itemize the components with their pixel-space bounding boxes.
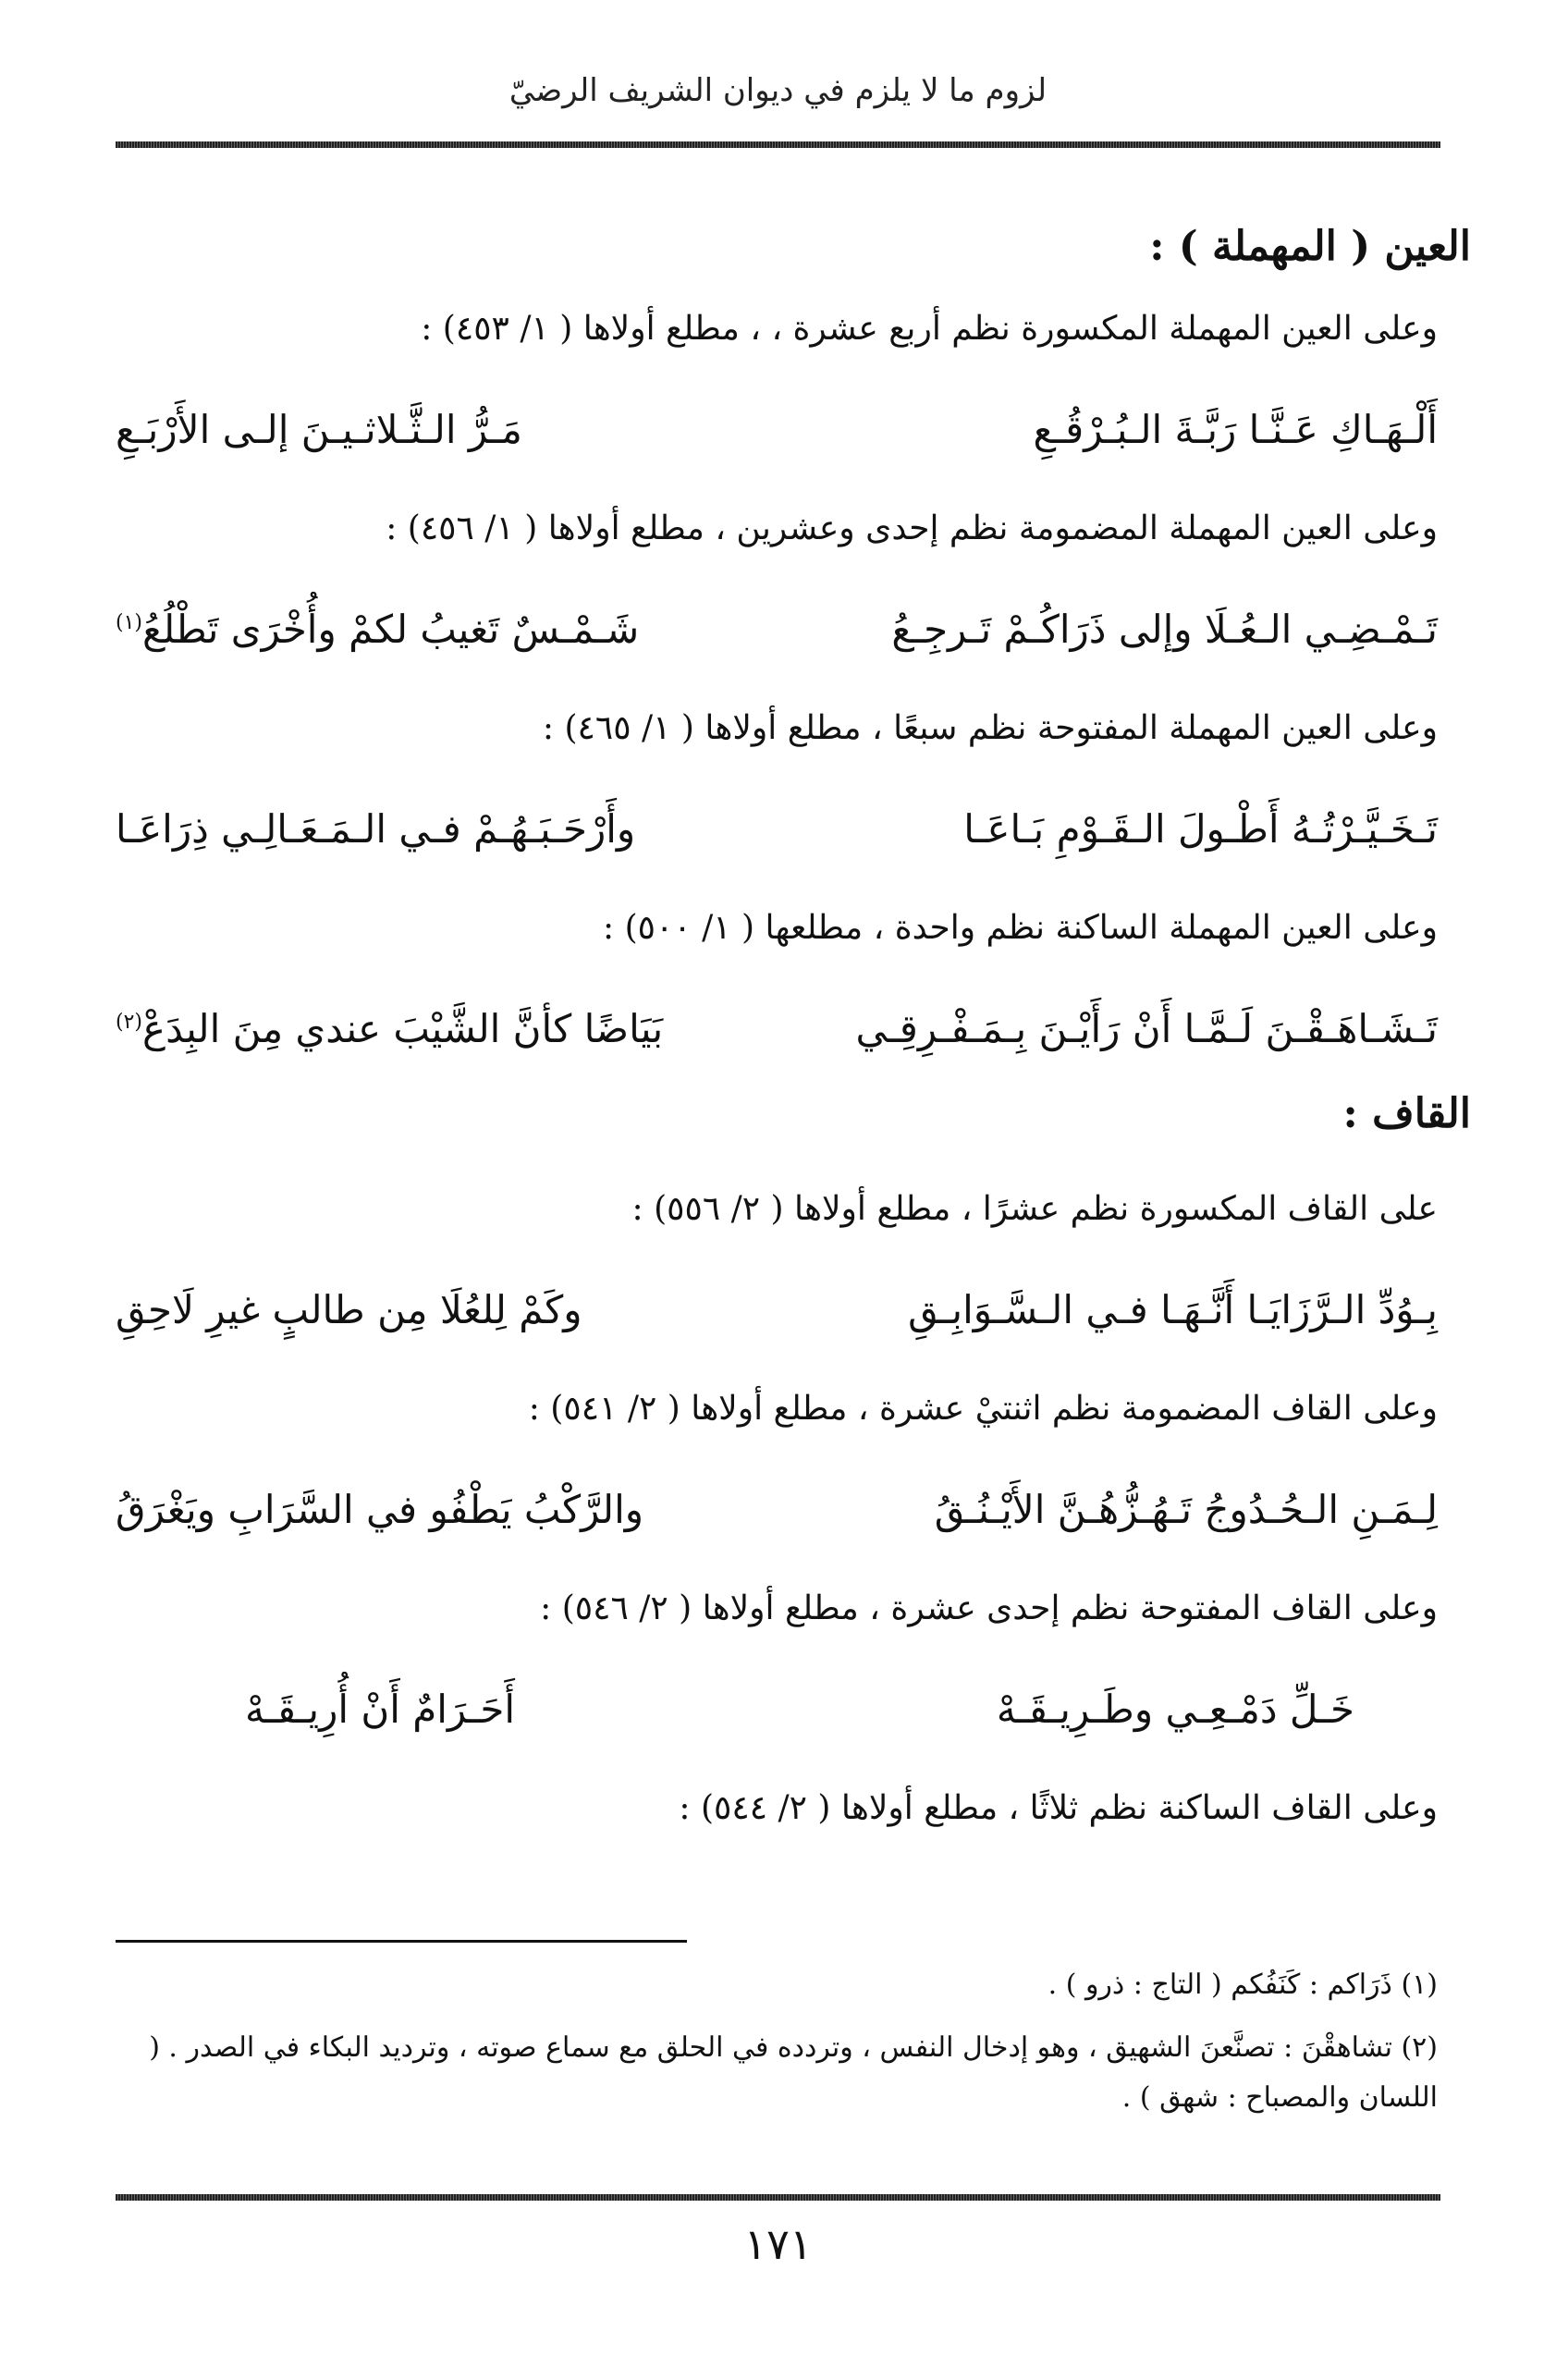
second-hemistich: [116, 1006, 663, 1051]
footnote-2: (٢) تشاهقْنَ : تصنَّعنَ الشهيق ، وهو إدخال النفس ، وتردده في الحلق مع سماع صوته ، وترديد البكاء في الصدر . ( اللسان والمصباح : شهق ) .: [149, 2031, 1438, 2114]
footnotes: [116, 1958, 1438, 2123]
verse-line: [116, 1257, 1438, 1361]
first-hemistich: أَلْـهَـاكِ عَـنَّـا رَبَّـةَ الـبُـرْقُـعِ: [1033, 406, 1438, 452]
running-head: لزوم ما لا يلزم في ديوان الشريف الرضيّ: [508, 72, 1048, 109]
verse-line: [116, 1457, 1438, 1561]
second-hemistich-text: بَيَاضًا كأنَّ الشَّيْبَ عندي مِنَ البِدَعْ: [142, 1005, 664, 1051]
header-rule: [116, 141, 1440, 148]
entry-intro: وعلى القاف المضمومة نظم اثنتيْ عشرة ، مطلع أولاها ( ٢/ ٥٤١) :: [528, 1390, 1438, 1428]
footnote-1: (١) ذَرَاكم : كَنَفُكم ( التاج : ذرو ) .: [1048, 1969, 1438, 2001]
footer-rule: [116, 2194, 1440, 2201]
second-hemistich: [116, 607, 639, 652]
second-hemistich: مَـرُّ الـثَّـلاثـيـنَ إلـى الأَرْبَـعِ: [116, 406, 522, 452]
entry-intro: وعلى العين المهملة المكسورة نظم أربع عشرة ، ، مطلع أولاها ( ١/ ٤٥٣) :: [421, 310, 1438, 348]
footnote-marker: (١): [116, 610, 143, 634]
verse-line: [116, 976, 1438, 1080]
entry-intro: على القاف المكسورة نظم عشرًا ، مطلع أولاها ( ٢/ ٥٥٦) :: [631, 1190, 1438, 1228]
section-heading-ain: العين ( المهملة ) :: [1149, 223, 1471, 270]
entry-intro: وعلى العين المهملة المضمومة نظم إحدى وعشرين ، مطلع أولاها ( ١/ ٤٥٦) :: [386, 509, 1438, 547]
second-hemistich: وكَمْ لِلعُلَا مِن طالبٍ غيرِ لَاحِقِ: [116, 1286, 582, 1332]
first-hemistich: تَـشَـاهَـقْـنَ لَـمَّـا أَنْ رَأَيْـنَ بِـمَـفْـرِقِـي: [855, 1005, 1438, 1051]
second-hemistich: أَحَـرَامٌ أَنْ أُرِيـقَـهْ: [245, 1686, 516, 1732]
first-hemistich: تَـمْـضِـي الـعُـلَا وإلى ذَرَاكُـمْ تَـرجِـعُ: [891, 606, 1438, 652]
verse-line: [116, 377, 1438, 481]
second-hemistich: والرَّكْبُ يَطْفُو في السَّرَابِ ويَغْرَقُ: [116, 1486, 644, 1532]
first-hemistich: لِـمَـنِ الـحُـدُوجُ تَـهُـزُّهُـنَّ الأَيْـنُـقُ: [934, 1486, 1438, 1532]
first-hemistich: بِـوُدِّ الـرَّزَايَـا أَنَّـهَـا فـي الـسَّـوَابِـقِ: [908, 1286, 1438, 1332]
entry-intro: وعلى القاف المفتوحة نظم إحدى عشرة ، مطلع أولاها ( ٢/ ٥٤٦) :: [540, 1589, 1438, 1627]
first-hemistich: تَـخَـيَّـرْتُـهُ أَطْـولَ الـقَـوْمِ بَـاعَـا: [963, 805, 1438, 852]
second-hemistich-text: شَـمْـسٌ تَغيبُ لكمْ وأُخْرَى تَطْلُعُ: [142, 606, 640, 652]
footnote-marker: (٢): [116, 1010, 143, 1034]
page-body: [116, 213, 1471, 1857]
entry-intro: وعلى العين المهملة المفتوحة نظم سبعًا ، مطلع أولاها ( ١/ ٤٦٥) :: [542, 709, 1438, 747]
first-hemistich: خَـلِّ دَمْـعِـي وطَـرِيـقَـهْ: [996, 1686, 1354, 1732]
footnote-rule: [116, 1940, 687, 1943]
entry-intro: وعلى القاف الساكنة نظم ثلاثًا ، مطلع أولاها ( ٢/ ٥٤٤) :: [679, 1789, 1438, 1827]
page-number: ١٧١: [743, 2219, 813, 2269]
verse-line: [116, 577, 1438, 681]
verse-line: [116, 777, 1438, 880]
entry-intro: وعلى العين المهملة الساكنة نظم واحدة ، مطلعها ( ١/ ٥٠٠) :: [603, 909, 1438, 947]
section-heading-qaf: القاف :: [1342, 1090, 1471, 1137]
verse-line: [116, 1657, 1438, 1760]
second-hemistich: وأَرْحَـبَـهُـمْ فـي الـمَـعَـالِـي ذِرَاعَـا: [116, 805, 636, 852]
